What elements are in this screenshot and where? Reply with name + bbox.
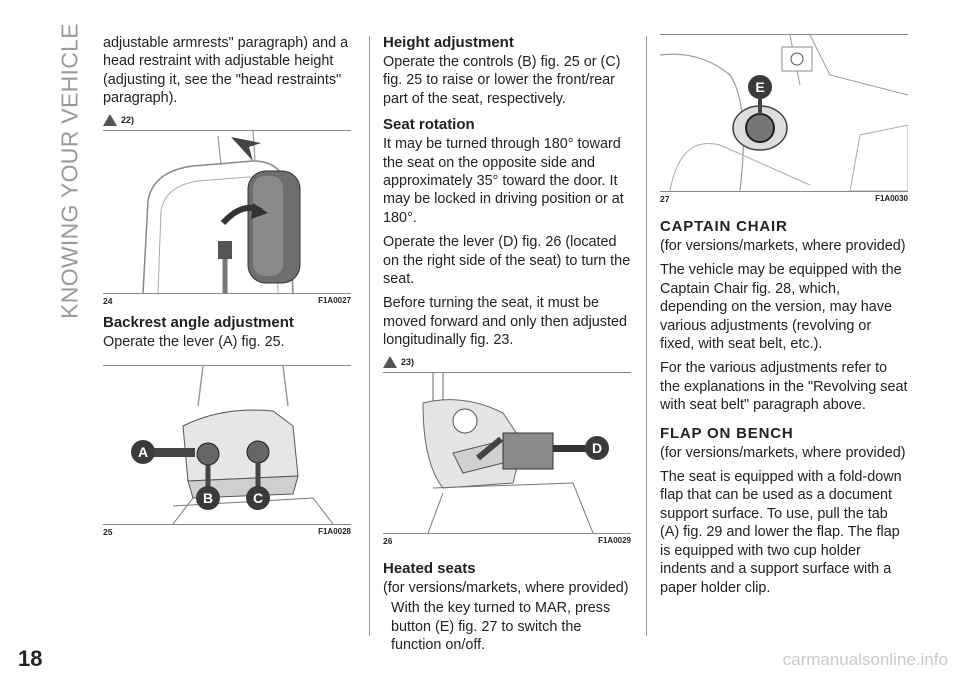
rotation-paragraph-2: Operate the lever (D) fig. 26 (located on the right side of the seat) to turn the seat. [383, 234, 631, 288]
figure-25-illustration [103, 366, 351, 524]
column-1 [103, 34, 351, 541]
figure-24-number: 24 [103, 295, 113, 306]
warning-ref-23 [383, 356, 631, 368]
section-side-title [52, 23, 88, 319]
label-b: B [202, 490, 214, 507]
flap-paragraph-2: The seat is equipped with a fold-down flap that can be used as a document support surface. To use, pull the tab (A) fig. 29 and lower the flap. The flap is equipped with two cup holder indents and a support surface with a paper holder clip. [660, 469, 902, 596]
figure-25 [103, 365, 351, 525]
figure-27-code: F1A0030 [875, 194, 908, 203]
label-a: A [137, 444, 149, 461]
flap-paragraph-1: (for versions/markets, where provided) [660, 444, 906, 461]
captain-paragraph-2: The vehicle may be equipped with the Captain Chair fig. 28, which, depending on the version, may have various adjustments (revolving or fixed, with seat belt, etc.). [660, 262, 902, 353]
backrest-heading: Backrest angle adjustment [103, 313, 294, 331]
column-divider-2 [646, 36, 647, 636]
flap-heading: FLAP ON BENCH [660, 424, 794, 442]
captain-paragraph-3: For the various adjustments refer to the explanations in the "Revolving seat with seat belt" paragraph above. [660, 360, 908, 414]
warning-icon [383, 356, 397, 368]
column-2 [383, 34, 631, 660]
figure-24 [103, 130, 351, 294]
figure-25-number: 25 [103, 527, 113, 538]
height-paragraph: Operate the controls (B) fig. 25 or (C) fig. 25 to raise or lower the front/rear part of the seat, respectively. [383, 54, 621, 107]
heated-paragraph-1: (for versions/markets, where provided) [383, 579, 629, 596]
figure-27 [660, 34, 908, 192]
heated-heading: Heated seats [383, 559, 476, 577]
figure-24-caption [103, 296, 351, 306]
rotation-heading: Seat rotation [383, 116, 475, 134]
label-c: C [252, 490, 264, 507]
figure-27-number: 27 [660, 194, 670, 204]
figure-26-caption [383, 536, 631, 546]
figure-27-caption [660, 194, 908, 204]
figure-24-code: F1A0027 [318, 295, 351, 305]
rotation-paragraph-3: Before turning the seat, it must be moved forward and only then adjusted longitudinally fig. 23. [383, 295, 627, 349]
height-heading: Height adjustment [383, 34, 514, 51]
figure-25-caption [103, 527, 351, 537]
warning-icon [103, 114, 117, 126]
warning-ref-text: 22) [121, 114, 135, 125]
figure-26-code: F1A0029 [598, 535, 631, 545]
figure-27-illustration [660, 35, 908, 191]
heated-paragraph-2: With the key turned to MAR, press button (E) fig. 27 to switch the function on/off. [391, 600, 611, 653]
page-number: 18 [18, 646, 43, 671]
captain-paragraph-1: (for versions/markets, where provided) [660, 238, 906, 254]
captain-heading: CAPTAIN CHAIR [660, 218, 788, 235]
side-title-text: KNOWING YOUR VEHICLE [56, 23, 83, 319]
figure-26 [383, 372, 631, 534]
column-divider-1 [369, 36, 370, 636]
watermark: carmanualsonline.info [782, 650, 948, 669]
column-3 [660, 34, 908, 603]
figure-25-code: F1A0028 [318, 527, 351, 537]
label-d: D [591, 439, 603, 456]
figure-24-illustration [103, 131, 351, 293]
intro-paragraph: adjustable armrests" paragraph) and a head restraint with adjustable height (adjusting it, see the "head restraints" paragraph). [103, 35, 349, 107]
warning-ref-text: 23) [401, 356, 415, 367]
figure-26-illustration [383, 373, 631, 533]
figure-26-number: 26 [383, 535, 393, 546]
rotation-paragraph-1: It may be turned through 180° toward the seat on the opposite side and approximately 35° toward the door. It may be locked in driving position or at 180°. [383, 136, 624, 226]
warning-ref-22 [103, 114, 351, 126]
backrest-paragraph: Operate the lever (A) fig. 25. [103, 333, 285, 350]
label-e: E [755, 79, 765, 95]
